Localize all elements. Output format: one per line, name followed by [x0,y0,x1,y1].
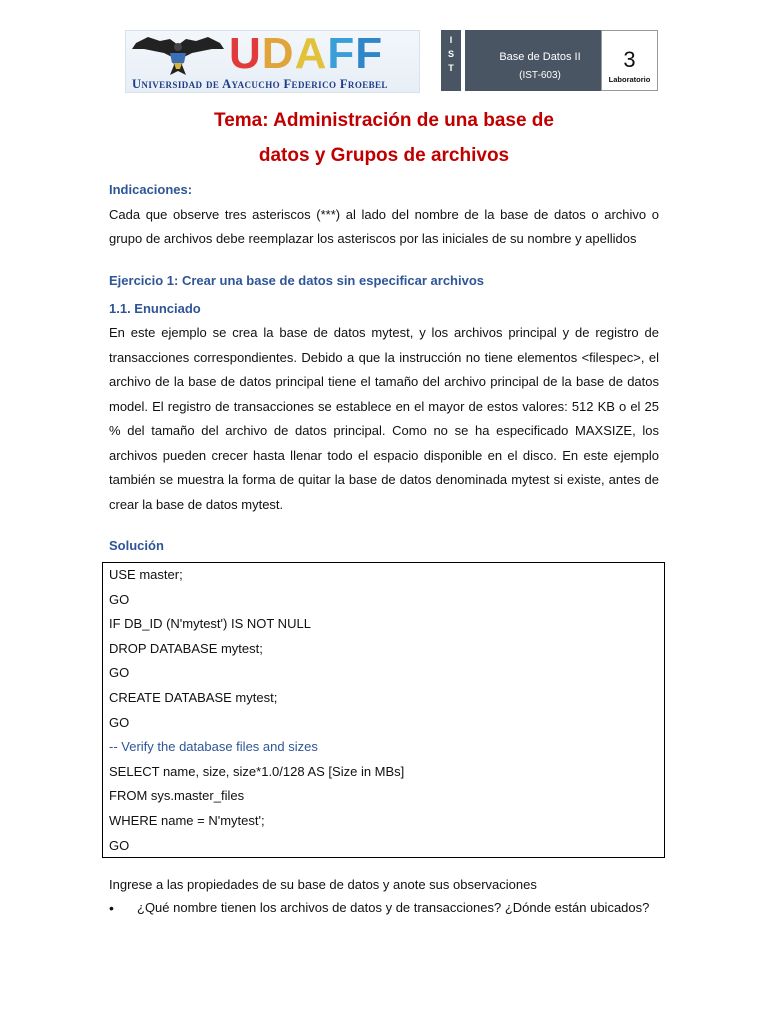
code-line: CREATE DATABASE mytest; [109,689,278,705]
solution-heading: Solución [109,538,164,553]
code-line: USE master; [109,567,183,582]
enunciado-text: En este ejemplo se crea la base de datos mytest, y los archivos principal y de registro de transacciones correspondientes. Debido a que la instrucción no tiene elementos <filespec>, el archivo de la base de datos principal tiene el tamaño del archivo principal de la base de datos model. El registro de transacciones se establece en el mayor de estos valores: 512 KB o el 25 % del tamaño del archivo de datos principal. Como no se ha especificado MAXSIZE, los archivos pueden crecer hasta llenar todo el espacio disponible en el disco. En este ejemplo también se muestra la forma de quitar la base de datos denominada mytest si existe, antes de crear la base de datos mytest. [109,325,659,512]
code-line: WHERE name = N'mytest'; [109,812,265,828]
code-line: GO [109,591,130,607]
lab-box [601,30,658,91]
ejercicio-1-section [109,269,659,517]
code-block [102,562,665,858]
course-title: Base de Datos II [499,51,581,63]
lab-number: 3 [623,47,636,72]
university-logo [125,30,420,93]
page-title-line-1: Tema: Administración de una base de [214,110,554,131]
ist-strip: I S T [441,30,461,91]
code-line: FROM sys.master_files [109,788,245,804]
code-line: DROP DATABASE mytest; [109,640,263,656]
solution-heading-wrap [109,534,659,559]
course-box [465,30,601,91]
indicaciones-heading: Indicaciones: [109,182,193,197]
eagle-icon [130,35,226,81]
logo-wordmark: UDAFF [229,30,384,78]
instruction-text: Ingrese a las propiedades de su base de datos y anote sus observaciones [109,877,537,892]
indicaciones-section [109,178,659,252]
code-line: GO [109,665,130,681]
page-title-line-2: datos y Grupos de archivos [258,145,510,166]
code-line: GO [109,837,130,853]
code-comment-line: -- Verify the database files and sizes [109,739,318,755]
course-code: (IST-603) [519,70,561,81]
code-line: GO [109,714,130,730]
lab-label: Laboratorio [608,75,651,84]
ejercicio-1-heading: Ejercicio 1: Crear una base de datos sin especificar archivos [109,273,485,288]
university-name: Universidad de Ayacucho Federico Froebel [132,77,388,91]
document-header [125,30,658,91]
indicaciones-text: Cada que observe tres asteriscos (***) al lado del nombre de la base de datos o archivo o grupo de archivos debe reemplazar los asteriscos por las iniciales de su nombre y apellidos [109,206,659,246]
code-line: IF DB_ID (N'mytest') IS NOT NULL [109,616,311,632]
bullet-text: ¿Qué nombre tienen los archivos de datos y de transacciones? ¿Dónde están ubicados? [137,900,650,915]
bullet-list-item [109,900,649,916]
bullet-icon: • [109,900,114,916]
code-line: SELECT name, size, size*1.0/128 AS [Size in MBs] [109,763,405,779]
enunciado-heading: 1.1. Enunciado [109,300,201,316]
